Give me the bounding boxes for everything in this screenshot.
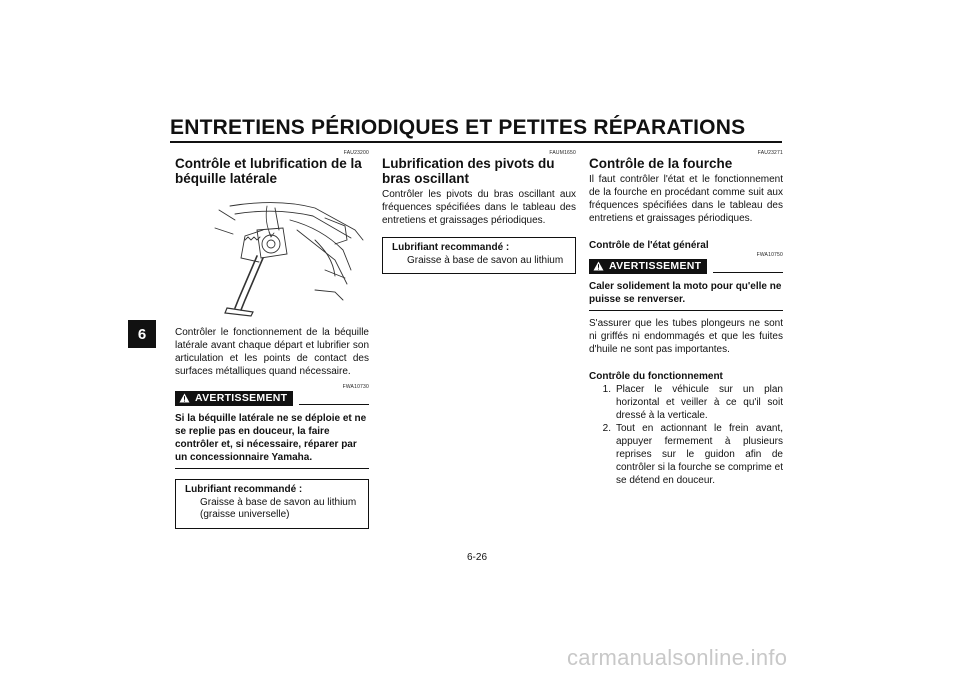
warning-text: Caler solidement la moto pour qu'elle ne puisse se renverser. (589, 281, 782, 305)
warning-text: Si la béquille latérale ne se déploie et ne se replie pas en douceur, la faire contrôler et, si nécessaire, réparer par un concessionnaire Yamaha. (175, 413, 367, 463)
section-title: Contrôle de la fourche (589, 156, 733, 171)
lubricant-box (175, 479, 369, 529)
page-title: ENTRETIENS PÉRIODIQUES ET PETITES RÉPARATIONS (170, 116, 746, 139)
section-body: S'assurer que les tubes plongeurs ne sont ni griffés ni endommagés et que les fuites d'huile ne sont pas importantes. (589, 318, 783, 355)
column-fork (589, 150, 783, 487)
watermark: carmanualsonline.info (567, 645, 788, 670)
subsection-heading: Contrôle du fonctionnement (589, 371, 723, 382)
warning-icon (593, 261, 604, 271)
lubricant-box (382, 237, 576, 274)
subsection-heading: Contrôle de l'état général (589, 240, 709, 251)
warning-label: AVERTISSEMENT (195, 392, 288, 404)
list-item (589, 422, 783, 487)
warning-badge (589, 259, 707, 274)
sidestand-illustration (175, 200, 369, 318)
warning-badge (175, 391, 293, 406)
lubricant-box-value: Graisse à base de savon au lithium (407, 254, 564, 266)
lubricant-box-value: (graisse universelle) (200, 509, 290, 520)
warning-code: FWA10730 (342, 384, 369, 390)
page-number: 6-26 (467, 552, 488, 563)
list-item (589, 383, 783, 422)
column-sidestand (175, 150, 369, 529)
warning-bottom-rule (175, 468, 369, 469)
warning-header (589, 258, 783, 274)
warning-bottom-rule (589, 310, 783, 311)
section-code: FAU23200 (343, 150, 369, 156)
warning-header-line (299, 404, 369, 405)
lubricant-box-value: Graisse à base de savon au lithium (200, 496, 357, 508)
section-title: Lubrification des pivots du bras oscillant (382, 156, 555, 186)
chapter-tab: 6 (128, 320, 156, 348)
step-text: Tout en actionnant le frein avant, appuyer fermement à plusieurs reprises sur le guidon afin de contrôler si la fourche se comprime et se détend en douceur. (616, 423, 783, 486)
warning-header (175, 390, 369, 406)
sidestand-drawing (175, 200, 369, 318)
warning-label: AVERTISSEMENT (609, 260, 702, 272)
header-rule (170, 141, 782, 143)
step-number: 2. (602, 423, 611, 434)
step-number: 1. (602, 384, 611, 395)
warning-code: FWA10750 (756, 252, 783, 258)
column-swingarm (382, 150, 576, 274)
section-code: FAUM1650 (549, 150, 576, 156)
lubricant-box-title: Lubrifiant recommandé : (185, 484, 303, 495)
warning-icon (179, 393, 190, 403)
steps-list (589, 383, 783, 487)
step-text: Placer le véhicule sur un plan horizontal et veiller à ce qu'il soit dressé à la verticale. (616, 384, 783, 421)
section-title: Contrôle et lubrification de la béquille latérale (175, 156, 362, 186)
warning-header-line (713, 272, 783, 273)
section-code: FAU23271 (757, 150, 783, 156)
section-body: Contrôler les pivots du bras oscillant aux fréquences spécifiées dans le tableau des entretiens et graissages périodiques. (382, 189, 576, 226)
section-body: Contrôler le fonctionnement de la béquille latérale avant chaque départ et lubrifier son articulation et les points de contact des surfaces métalliques quand nécessaire. (175, 327, 369, 377)
lubricant-box-title: Lubrifiant recommandé : (392, 242, 510, 253)
section-body: Il faut contrôler l'état et le fonctionnement de la fourche en procédant comme suit aux fréquences spécifiées dans le tableau des entretiens et graissages périodiques. (589, 174, 783, 224)
